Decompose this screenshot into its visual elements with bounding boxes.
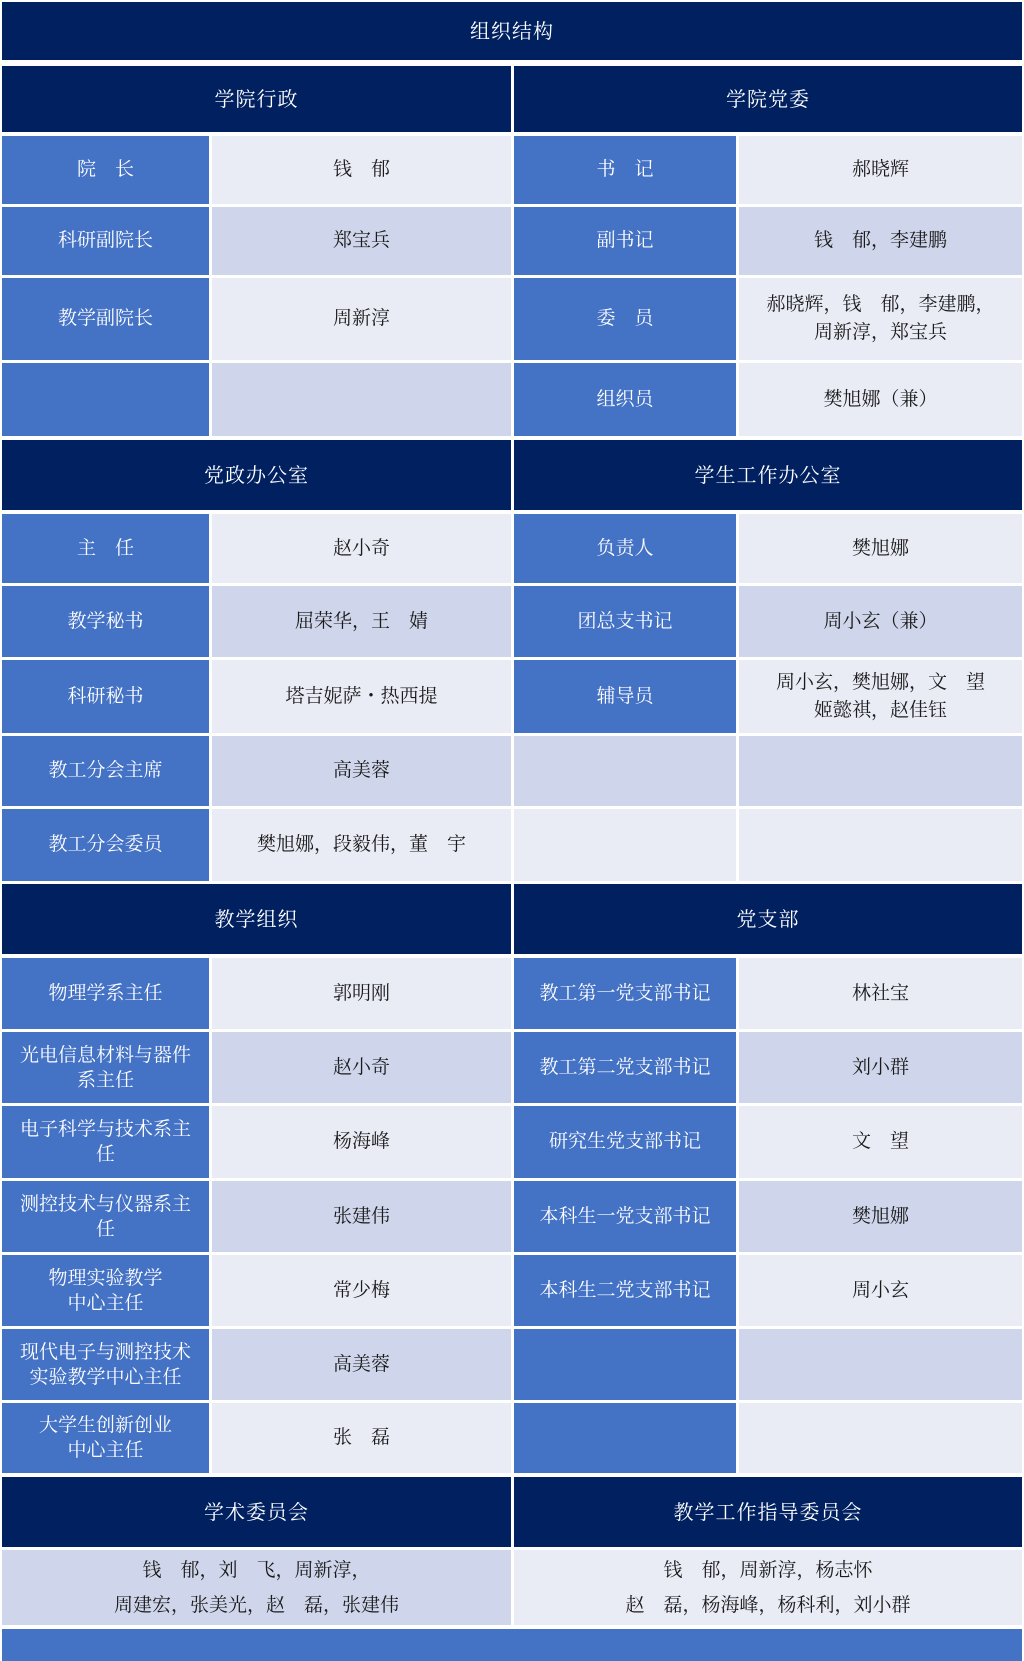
party-committee-role-label: 委 员 — [514, 278, 736, 360]
section-heading-teaching: 教学组织 — [2, 884, 511, 954]
office-role-value: 赵小奇 — [212, 514, 511, 583]
student-office-empty-value — [739, 809, 1022, 881]
academic-committee-members: 钱 郁，刘 飞，周新淳， 周建宏，张美光，赵 磊，张建伟 — [2, 1550, 511, 1625]
section-heading-office: 党政办公室 — [2, 440, 511, 510]
party-committee-role-value: 郝晓辉 — [739, 136, 1022, 204]
party-committee-role-label: 组织员 — [514, 363, 736, 436]
branch-role-label: 本科生一党支部书记 — [514, 1181, 736, 1252]
branch-role-label: 教工第一党支部书记 — [514, 958, 736, 1029]
teaching-role-label: 光电信息材料与器件 系主任 — [2, 1032, 209, 1103]
branch-role-value: 林社宝 — [739, 958, 1022, 1029]
admin-role-label: 院 长 — [2, 136, 209, 204]
student-office-empty-label — [514, 736, 736, 806]
section-heading-teaching-committee: 教学工作指导委员会 — [514, 1477, 1022, 1547]
party-committee-role-label: 副书记 — [514, 207, 736, 275]
branch-role-value: 文 望 — [739, 1106, 1022, 1178]
teaching-committee-members: 钱 郁，周新淳，杨志怀 赵 磊，杨海峰，杨科利，刘小群 — [514, 1550, 1022, 1625]
branch-role-label: 本科生二党支部书记 — [514, 1255, 736, 1326]
office-role-label: 教工分会主席 — [2, 736, 209, 806]
office-role-label: 教学秘书 — [2, 586, 209, 657]
office-role-value: 高美蓉 — [212, 736, 511, 806]
page-title: 组织结构 — [2, 2, 1022, 60]
admin-role-value: 钱 郁 — [212, 136, 511, 204]
teaching-role-value: 张 磊 — [212, 1403, 511, 1473]
teaching-role-value: 郭明刚 — [212, 958, 511, 1029]
party-committee-role-label: 书 记 — [514, 136, 736, 204]
section-heading-student-office: 学生工作办公室 — [514, 440, 1022, 510]
section-heading-admin: 学院行政 — [2, 66, 511, 132]
party-committee-role-value: 樊旭娜（兼） — [739, 363, 1022, 436]
footer-bar — [2, 1629, 1022, 1661]
student-office-empty-value — [739, 736, 1022, 806]
office-role-value: 屈荣华，王 婧 — [212, 586, 511, 657]
teaching-role-value: 张建伟 — [212, 1181, 511, 1252]
office-role-value: 塔吉妮萨・热西提 — [212, 660, 511, 733]
teaching-role-value: 赵小奇 — [212, 1032, 511, 1103]
student-office-role-value: 周小玄，樊旭娜，文 望 姬懿祺，赵佳钰 — [739, 660, 1022, 733]
section-heading-branches: 党支部 — [514, 884, 1022, 954]
teaching-role-label: 物理学系主任 — [2, 958, 209, 1029]
office-role-label: 科研秘书 — [2, 660, 209, 733]
student-office-role-label: 团总支书记 — [514, 586, 736, 657]
teaching-role-value: 高美蓉 — [212, 1329, 511, 1400]
office-role-label: 主 任 — [2, 514, 209, 583]
admin-role-label: 科研副院长 — [2, 207, 209, 275]
admin-role-value: 周新淳 — [212, 278, 511, 360]
branch-role-label: 研究生党支部书记 — [514, 1106, 736, 1178]
branch-empty-value — [739, 1329, 1022, 1400]
branch-empty-label — [514, 1403, 736, 1473]
teaching-role-label: 现代电子与测控技术 实验教学中心主任 — [2, 1329, 209, 1400]
branch-role-value: 樊旭娜 — [739, 1181, 1022, 1252]
teaching-role-label: 测控技术与仪器系主 任 — [2, 1181, 209, 1252]
party-committee-role-value: 郝晓辉，钱 郁，李建鹏， 周新淳，郑宝兵 — [739, 278, 1022, 360]
section-heading-academic-committee: 学术委员会 — [2, 1477, 511, 1547]
student-office-empty-label — [514, 809, 736, 881]
student-office-role-label: 负责人 — [514, 514, 736, 583]
admin-role-value: 郑宝兵 — [212, 207, 511, 275]
section-heading-party-committee: 学院党委 — [514, 66, 1022, 132]
teaching-role-label: 电子科学与技术系主 任 — [2, 1106, 209, 1178]
office-role-value: 樊旭娜，段毅伟，董 宇 — [212, 809, 511, 881]
student-office-role-value: 周小玄（兼） — [739, 586, 1022, 657]
admin-empty-value — [212, 363, 511, 436]
branch-role-label: 教工第二党支部书记 — [514, 1032, 736, 1103]
student-office-role-label: 辅导员 — [514, 660, 736, 733]
teaching-role-label: 物理实验教学 中心主任 — [2, 1255, 209, 1326]
admin-empty-label — [2, 363, 209, 436]
student-office-role-value: 樊旭娜 — [739, 514, 1022, 583]
branch-empty-value — [739, 1403, 1022, 1473]
office-role-label: 教工分会委员 — [2, 809, 209, 881]
branch-role-value: 周小玄 — [739, 1255, 1022, 1326]
party-committee-role-value: 钱 郁，李建鹏 — [739, 207, 1022, 275]
teaching-role-value: 常少梅 — [212, 1255, 511, 1326]
teaching-role-value: 杨海峰 — [212, 1106, 511, 1178]
branch-role-value: 刘小群 — [739, 1032, 1022, 1103]
teaching-role-label: 大学生创新创业 中心主任 — [2, 1403, 209, 1473]
admin-role-label: 教学副院长 — [2, 278, 209, 360]
branch-empty-label — [514, 1329, 736, 1400]
